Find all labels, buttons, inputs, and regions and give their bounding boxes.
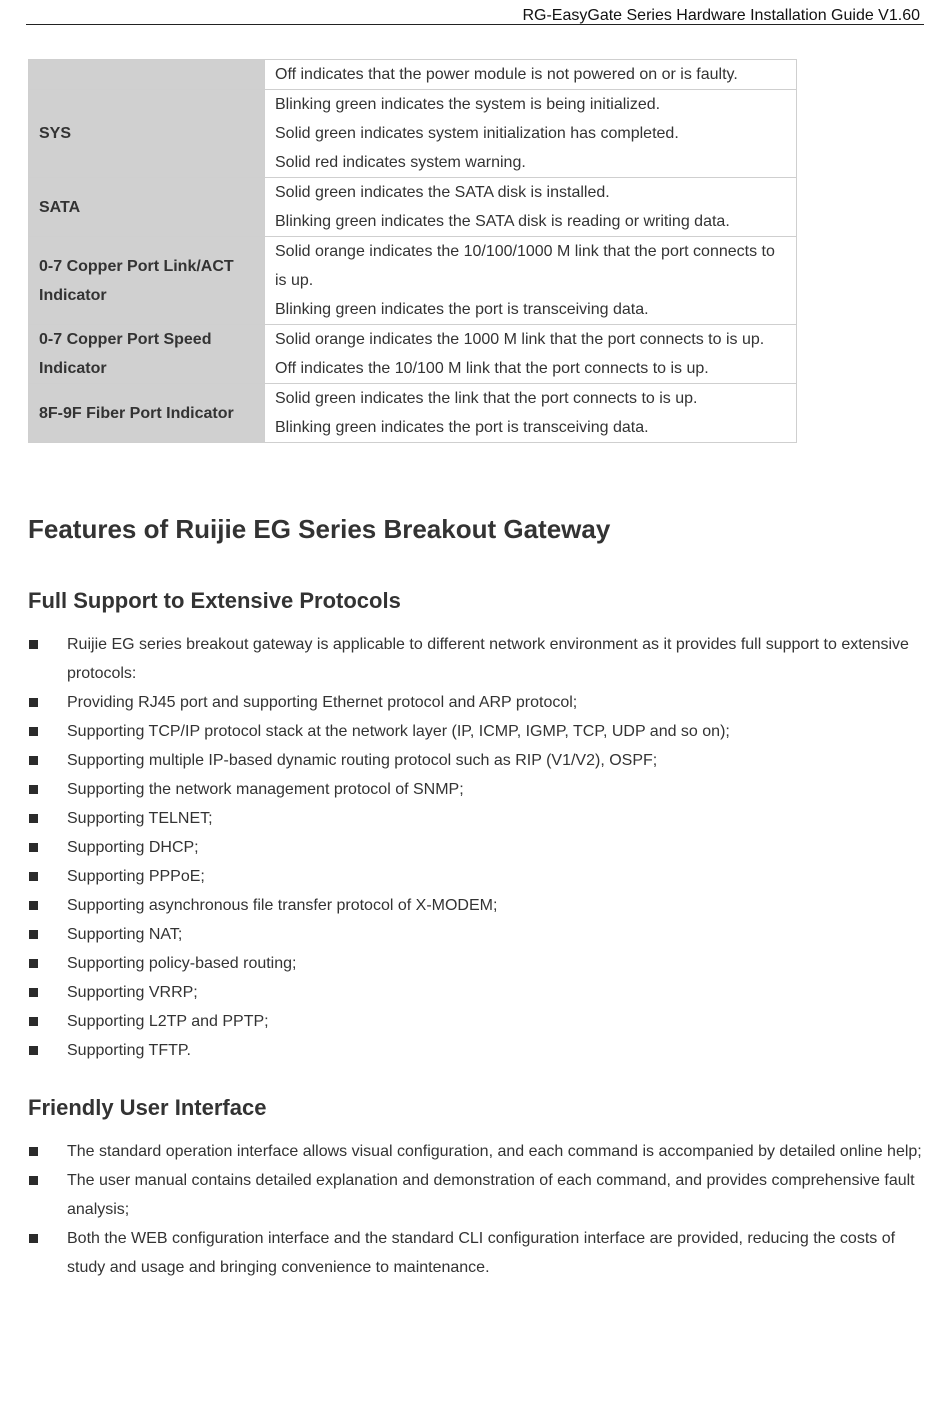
indicator-description-cell: [265, 178, 797, 237]
square-bullet-icon: [29, 1017, 38, 1026]
ui-subtitle: Friendly User Interface: [28, 1095, 267, 1120]
list-item: [28, 862, 922, 891]
list-item: [28, 978, 922, 1007]
description-line: Off indicates the 10/100 M link that the port connects to is up.: [275, 360, 709, 377]
list-item: [28, 1036, 922, 1065]
list-item-text: Supporting multiple IP-based dynamic routing protocol such as RIP (V1/V2), OSPF;: [67, 752, 658, 769]
description-line: Solid red indicates system warning.: [275, 154, 526, 171]
ui-features-list: [28, 1137, 922, 1282]
running-header: [26, 6, 924, 25]
list-item-text: Providing RJ45 port and supporting Ethernet protocol and ARP protocol;: [67, 694, 578, 711]
table-row: [29, 325, 797, 384]
table-row: [29, 90, 797, 178]
list-item: [28, 717, 922, 746]
list-item: [28, 949, 922, 978]
list-item-text: Supporting L2TP and PPTP;: [67, 1013, 269, 1030]
indicator-name-cell: 0-7 Copper Port Speed Indicator: [29, 325, 265, 384]
list-item: [28, 688, 922, 717]
list-item-text: The standard operation interface allows visual configuration, and each command is accompanied by detailed online help;: [67, 1143, 922, 1160]
list-item-text: Supporting VRRP;: [67, 984, 198, 1001]
square-bullet-icon: [29, 872, 38, 881]
square-bullet-icon: [29, 814, 38, 823]
square-bullet-icon: [29, 1234, 38, 1243]
indicator-name-cell: [29, 60, 265, 90]
led-indicator-table: [28, 59, 797, 443]
square-bullet-icon: [29, 930, 38, 939]
description-line: Blinking green indicates the port is transceiving data.: [275, 419, 649, 436]
indicator-name-cell: SATA: [29, 178, 265, 237]
protocols-subtitle: Full Support to Extensive Protocols: [28, 588, 401, 613]
square-bullet-icon: [29, 698, 38, 707]
square-bullet-icon: [29, 640, 38, 649]
document-title: RG-EasyGate Series Hardware Installation Guide V1.60: [522, 7, 920, 24]
list-item: [28, 746, 922, 775]
description-line: Solid orange indicates the 10/100/1000 M link that the port connects to is up.: [275, 243, 775, 289]
description-line: Blinking green indicates the port is transceiving data.: [275, 301, 649, 318]
description-line: Solid green indicates the link that the port connects to is up.: [275, 390, 698, 407]
list-item-text: Supporting asynchronous file transfer protocol of X-MODEM;: [67, 897, 498, 914]
list-item: [28, 833, 922, 862]
indicator-name-cell: SYS: [29, 90, 265, 178]
description-line: Blinking green indicates the system is being initialized.: [275, 96, 661, 113]
list-item: [28, 920, 922, 949]
list-item-text: Supporting TELNET;: [67, 810, 213, 827]
indicator-description-cell: [265, 60, 797, 90]
square-bullet-icon: [29, 785, 38, 794]
description-line: Solid orange indicates the 1000 M link that the port connects to is up.: [275, 331, 765, 348]
table-row: [29, 237, 797, 325]
indicator-name-cell: 8F-9F Fiber Port Indicator: [29, 384, 265, 443]
square-bullet-icon: [29, 1046, 38, 1055]
list-item-text: Supporting PPPoE;: [67, 868, 205, 885]
description-line: Off indicates that the power module is not powered on or is faulty.: [275, 66, 738, 83]
square-bullet-icon: [29, 727, 38, 736]
indicator-description-cell: [265, 384, 797, 443]
description-line: Blinking green indicates the SATA disk is reading or writing data.: [275, 213, 730, 230]
indicator-name-cell: 0-7 Copper Port Link/ACT Indicator: [29, 237, 265, 325]
list-item: [28, 1224, 922, 1282]
protocols-list: [28, 630, 922, 1065]
description-line: Solid green indicates the SATA disk is installed.: [275, 184, 610, 201]
list-item-text: Supporting the network management protocol of SNMP;: [67, 781, 464, 798]
list-item: [28, 775, 922, 804]
list-item-text: Both the WEB configuration interface and the standard CLI configuration interface are provided, reducing the costs of study and usage and bringing convenience to maintenance.: [67, 1230, 896, 1276]
list-item-text: The user manual contains detailed explanation and demonstration of each command, and provides comprehensive fault analysis;: [67, 1172, 915, 1218]
table-row: [29, 60, 797, 90]
list-item-text: Supporting TCP/IP protocol stack at the network layer (IP, ICMP, IGMP, TCP, UDP and so on);: [67, 723, 730, 740]
table-row: [29, 384, 797, 443]
list-item: [28, 804, 922, 833]
table-row: [29, 178, 797, 237]
list-item-text: Supporting TFTP.: [67, 1042, 191, 1059]
square-bullet-icon: [29, 1176, 38, 1185]
list-item: [28, 891, 922, 920]
list-item-text: Ruijie EG series breakout gateway is applicable to different network environment as it provides full support to extensive protocols:: [67, 636, 909, 682]
list-item-text: Supporting NAT;: [67, 926, 183, 943]
indicator-description-cell: [265, 237, 797, 325]
description-line: Solid green indicates system initialization has completed.: [275, 125, 679, 142]
list-item: [28, 1007, 922, 1036]
square-bullet-icon: [29, 901, 38, 910]
square-bullet-icon: [29, 959, 38, 968]
list-item-text: Supporting policy-based routing;: [67, 955, 297, 972]
indicator-description-cell: [265, 90, 797, 178]
list-item: [28, 1166, 922, 1224]
list-item-text: Supporting DHCP;: [67, 839, 199, 856]
list-item: [28, 630, 922, 688]
indicator-description-cell: [265, 325, 797, 384]
section-title: Features of Ruijie EG Series Breakout Gateway: [28, 514, 611, 544]
square-bullet-icon: [29, 1147, 38, 1156]
list-item: [28, 1137, 922, 1166]
square-bullet-icon: [29, 988, 38, 997]
square-bullet-icon: [29, 843, 38, 852]
square-bullet-icon: [29, 756, 38, 765]
